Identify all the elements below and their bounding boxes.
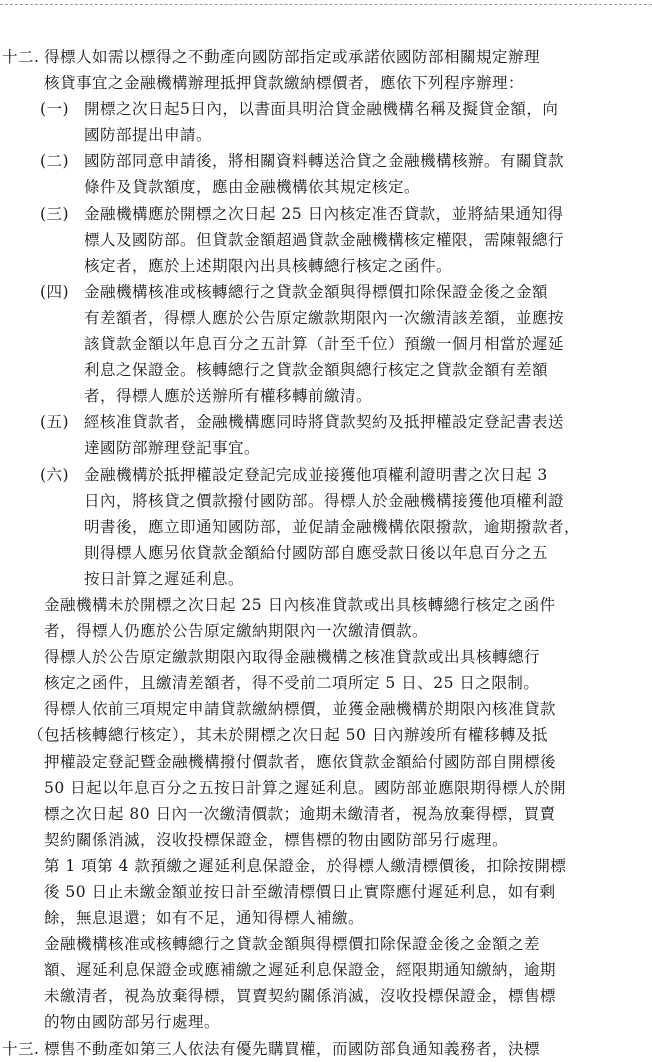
item-text: 條件及貸款額度，應由金融機構依其規定核定。 (84, 178, 421, 197)
paragraph-text: （包括核轉總行核定），其未於開標之次日起 50 日內辦竣所有權移轉及抵 (28, 726, 548, 745)
item-3-line-2 (0, 227, 652, 253)
item-text: 則得標人應另依貸款金額給付國防部自應受款日後以年息百分之五 (84, 543, 549, 562)
item-text: 利息之保證金。核轉總行之貸款金額與總行核定之貸款金額有差額 (84, 361, 549, 380)
paragraph-text: 押權設定登記暨金融機構撥付價款者，應依貸款金額給付國防部自開標後 (44, 752, 557, 771)
item-label: (六) (40, 465, 70, 484)
item-4-line-3 (0, 331, 652, 357)
item-4-line-1 (0, 279, 652, 305)
item-text: 達國防部辦理登記事宜。 (84, 439, 261, 458)
document-page (0, 44, 652, 1062)
paragraph-4-line-3 (0, 749, 652, 775)
item-3-line-3 (0, 253, 652, 279)
item-6-line-3 (0, 514, 652, 540)
paragraph-text: 者，得標人仍應於公告原定繳納期限內一次繳清價款。 (44, 622, 429, 641)
item-text: 經核准貸款者，金融機構應同時將貸款契約及抵押權設定登記書表送 (84, 413, 565, 432)
paragraph-text: 未繳清者，視為放棄得標，買賣契約關係消滅，沒收投標保證金，標售標 (44, 987, 557, 1006)
item-label: (一) (40, 100, 70, 119)
item-text: 金融機構於抵押權設定登記完成並接獲他項權利證明書之次日起 3 (84, 465, 548, 484)
item-2-line-2 (0, 174, 652, 200)
section-12-line-2 (0, 70, 652, 96)
section-13-line-1 (0, 1036, 652, 1062)
scan-top-border (0, 4, 652, 5)
paragraph-text: 第 1 項第 4 款預繳之遲延利息保證金，於得標人繳清標價後，扣除按開標 (44, 856, 567, 875)
item-6-line-1 (0, 462, 652, 488)
paragraph-6-line-4 (0, 1009, 652, 1035)
paragraph-text: 額、遲延利息保證金或應補繳之遲延利息保證金，經限期通知繳納，逾期 (44, 961, 557, 980)
paragraph-text: 標之次日起 80 日內一次繳清價款；逾期未繳清者，視為放棄得標，買賣 (44, 804, 556, 823)
item-label: (二) (40, 152, 70, 171)
paragraph-4-line-2 (0, 722, 652, 748)
paragraph-2-line-1 (0, 592, 652, 618)
section-12-line-1 (0, 44, 652, 70)
paragraph-text: 50 日起以年息百分之五按日計算之遲延利息。國防部並應限期得標人於開 (44, 778, 567, 797)
item-text: 按日計算之遲延利息。 (84, 569, 245, 588)
section-13-number: 十三. (2, 1039, 40, 1058)
paragraph-2-line-2 (0, 618, 652, 644)
item-text: 明書後，應立即通知國防部，並促請金融機構依限撥款，逾期撥款者， (84, 517, 581, 536)
paragraph-5-line-2 (0, 879, 652, 905)
item-text: 標人及國防部。但貸款金額超過貸款金融機構核定權限，需陳報總行 (84, 230, 565, 249)
item-text: 核定者，應於上述期限內出具核轉總行核定之函件。 (84, 256, 453, 275)
item-text: 者，得標人應於送辦所有權移轉前繳清。 (84, 387, 373, 406)
item-text: 該貸款金額以年息百分之五計算（計至千位）預繳一個月相當於遲延 (84, 335, 565, 354)
section-13-text: 標售不動產如第三人依法有優先購買權，而國防部負通知義務者，決標 (44, 1039, 541, 1058)
paragraph-text: 契約關係消滅，沒收投標保證金，標售標的物由國防部另行處理。 (44, 830, 509, 849)
item-5-line-2 (0, 435, 652, 461)
item-3-line-1 (0, 201, 652, 227)
section-12-intro-text: 核貸事宜之金融機構辦理抵押貸款繳納標價者，應依下列程序辦理： (44, 74, 525, 93)
paragraph-5-line-1 (0, 853, 652, 879)
paragraph-4-line-6 (0, 827, 652, 853)
item-6-line-2 (0, 488, 652, 514)
paragraph-text: 核定之函件，且繳清差額者，得不受前二項所定 5 日、25 日之限制。 (44, 674, 540, 693)
item-text: 有差額者，得標人應於公告原定繳款期限內一次繳清該差額，並應按 (84, 308, 565, 327)
item-text: 國防部提出申請。 (84, 126, 213, 145)
item-6-line-4 (0, 540, 652, 566)
paragraph-text: 得標人於公告原定繳款期限內取得金融機構之核准貸款或出具核轉總行 (44, 648, 541, 667)
paragraph-text: 的物由國防部另行處理。 (44, 1013, 221, 1032)
section-12-number: 十二. (2, 48, 40, 66)
section-12-intro-text: 得標人如需以標得之不動產向國防部指定或承諾依國防部相關規定辦理 (44, 48, 541, 66)
item-5-line-1 (0, 409, 652, 435)
item-text: 國防部同意申請後，將相關資料轉送洽貸之金融機構核辦。有關貸款 (84, 152, 565, 171)
paragraph-6-line-1 (0, 931, 652, 957)
item-4-line-5 (0, 383, 652, 409)
paragraph-text: 金融機構核准或核轉總行之貸款金額與得標價扣除保證金後之金額之差 (44, 935, 541, 954)
item-1-line-2 (0, 122, 652, 148)
item-text: 金融機構核准或核轉總行之貸款金額與得標價扣除保證金後之金額 (84, 282, 549, 301)
paragraph-4-line-4 (0, 775, 652, 801)
paragraph-text: 後 50 日止未繳金額並按日計至繳清標價日止實際應付遲延利息，如有剩 (44, 883, 556, 901)
paragraph-text: 得標人依前三項規定申請貸款繳納標價，並獲金融機構於期限內核准貸款 (44, 700, 557, 719)
item-6-line-5 (0, 566, 652, 592)
paragraph-6-line-3 (0, 983, 652, 1009)
paragraph-6-line-2 (0, 957, 652, 983)
paragraph-5-line-3 (0, 905, 652, 931)
item-label: (四) (40, 282, 70, 301)
paragraph-text: 金融機構未於開標之次日起 25 日內核准貸款或出具核轉總行核定之函件 (44, 595, 556, 614)
item-label: (三) (40, 204, 70, 223)
paragraph-text: 餘，無息退還；如有不足，通知得標人補繳。 (44, 909, 365, 928)
paragraph-3-line-1 (0, 644, 652, 670)
item-text: 金融機構應於開標之次日起 25 日內核定准否貸款，並將結果通知得 (84, 204, 564, 223)
item-text: 開標之次日起5日內，以書面具明洽貸金融機構名稱及擬貸金額，向 (84, 100, 559, 119)
item-4-line-2 (0, 305, 652, 331)
item-1-line-1 (0, 96, 652, 122)
paragraph-3-line-2 (0, 670, 652, 696)
item-4-line-4 (0, 357, 652, 383)
item-label: (五) (40, 413, 70, 432)
paragraph-4-line-1 (0, 696, 652, 722)
item-2-line-1 (0, 148, 652, 174)
item-text: 日內，將核貸之價款撥付國防部。得標人於金融機構接獲他項權利證 (84, 491, 565, 510)
paragraph-4-line-5 (0, 801, 652, 827)
